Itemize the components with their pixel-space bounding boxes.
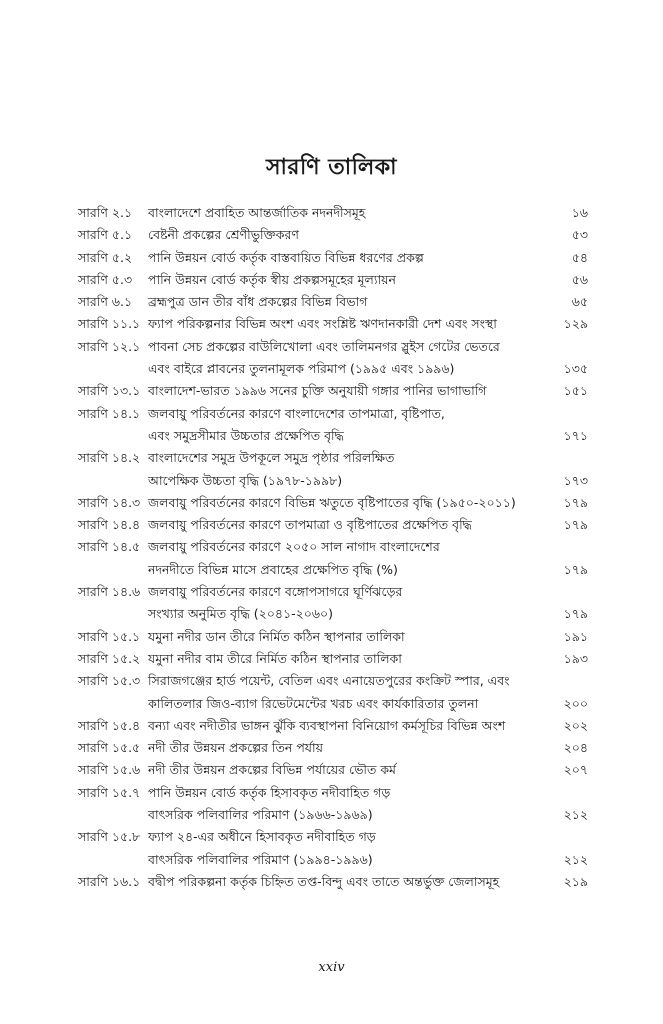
table-page-number: ১৩৫ xyxy=(563,361,588,377)
table-page-number: ৬৫ xyxy=(571,294,588,310)
table-label: সারণি ১৬.১ xyxy=(78,873,141,889)
toc-entry xyxy=(78,403,588,448)
table-title: বাংলাদেশের সমুদ্র উপকূলে সমুদ্র পৃষ্ঠার পরিলক্ষিত আপেক্ষিক উচ্চতা বৃদ্ধি (১৯৭৮-১৯৯৮) xyxy=(148,450,395,488)
toc-entry xyxy=(78,871,588,893)
toc-entry xyxy=(78,826,588,871)
table-title: বদ্বীপ পরিকল্পনা কর্তৃক চিহ্নিত তপ্ত-বিন্দু এবং তাতে অন্তর্ভুক্ত জেলাসমূহ xyxy=(148,873,500,889)
table-page-number: ২১২ xyxy=(563,851,588,867)
table-label: সারণি ১৫.৮ xyxy=(78,829,141,845)
table-label: সারণি ১৫.৫ xyxy=(78,740,141,756)
table-label: সারণি ১৪.৪ xyxy=(78,517,141,533)
table-page-number: ৫৬ xyxy=(571,271,588,287)
table-title: জলবায়ু পরিবর্তনের কারণে ২০৫০ সাল নাগাদ বাংলাদেশের নদনদীতে বিভিন্ন মাসে প্রবাহের প্রক্ষেপিত বৃদ্ধি (%) xyxy=(148,539,440,577)
table-page-number: ১৭৯ xyxy=(563,494,588,510)
table-title: জলবায়ু পরিবর্তনের কারণে তাপমাত্রা ও বৃষ্টিপাতের প্রক্ষেপিত বৃদ্ধি xyxy=(148,517,472,533)
toc-entry xyxy=(78,269,588,291)
table-page-number: ১২৯ xyxy=(563,316,588,332)
table-label: সারণি ৬.১ xyxy=(78,294,133,310)
toc-entry xyxy=(78,291,588,313)
toc-entry xyxy=(78,224,588,246)
table-label: সারণি ১৩.১ xyxy=(78,383,141,399)
table-page-number: ৫৪ xyxy=(571,249,588,265)
table-title: জলবায়ু পরিবর্তনের কারণে বঙ্গোপসাগরে ঘূর্ণিঝড়ের সংখ্যার অনুমিত বৃদ্ধি (২০৪১-২০৬০) xyxy=(148,584,403,622)
table-page-number: ১৫১ xyxy=(563,383,588,399)
table-page-number: ১৭৯ xyxy=(563,606,588,622)
table-title: ফ্যাপ ২৪-এর অধীনে হিসাবকৃত নদীবাহিত গড় বাৎসরিক পলিবালির পরিমাণ (১৯৯৪-১৯৯৬) xyxy=(148,829,376,867)
table-title: বন্যা এবং নদীতীর ভাঙ্গন ঝুঁকি ব্যবস্থাপনা বিনিয়োগ কর্মসূচির বিভিন্ন অংশ xyxy=(148,717,506,733)
table-label: সারণি ১৪.২ xyxy=(78,450,141,466)
table-page-number: ১৭৩ xyxy=(563,472,588,488)
page-number: xxiv xyxy=(318,960,345,975)
table-title: সিরাজগঞ্জের হার্ড পয়েন্ট, বেতিল এবং এনায়েতপুরের কংক্রিট স্পার, এবং কালিতলার জিও-ব্যাগ রিভেটমেন্টের খরচ এবং কার্যকারিতার তুলনা xyxy=(148,673,510,711)
table-title: যমুনা নদীর বাম তীরে নির্মিত কঠিন স্থাপনার তালিকা xyxy=(148,650,402,666)
table-title: নদী তীর উন্নয়ন প্রকল্পের তিন পর্যায় xyxy=(148,740,323,756)
table-label: সারণি ১৫.৭ xyxy=(78,784,141,800)
toc-entry xyxy=(78,737,588,759)
table-title: পানি উন্নয়ন বোর্ড কর্তৃক বাস্তবায়িত বিভিন্ন ধরণের প্রকল্প xyxy=(148,249,424,265)
table-title: ফ্যাপ পরিকল্পনার বিভিন্ন অংশ এবং সংশ্লিষ্ট ঋণদানকারী দেশ এবং সংস্থা xyxy=(148,316,497,332)
table-label: সারণি ১৪.৩ xyxy=(78,494,141,510)
toc-entry xyxy=(78,447,588,492)
table-label: সারণি ৫.৩ xyxy=(78,271,133,287)
table-page-number: ২০৭ xyxy=(563,762,588,778)
toc-entry xyxy=(78,782,588,827)
table-page-number: ২১২ xyxy=(563,807,588,823)
table-list xyxy=(78,202,588,893)
table-page-number: ১৭১ xyxy=(563,427,588,443)
table-label: সারণি ২.১ xyxy=(78,205,133,220)
table-title: ব্রহ্মপুত্র ডান তীর বাঁধ প্রকল্পের বিভিন্ন বিভাগ xyxy=(148,294,368,310)
table-label: সারণি ১৫.৬ xyxy=(78,762,141,778)
table-title: নদী তীর উন্নয়ন প্রকল্পের বিভিন্ন পর্যায়ের ভৌত কর্ম xyxy=(148,762,397,778)
table-label: সারণি ১৫.৩ xyxy=(78,673,141,689)
toc-entry xyxy=(78,492,588,514)
toc-entry xyxy=(78,247,588,269)
toc-entry xyxy=(78,536,588,581)
table-title: জলবায়ু পরিবর্তনের কারণে বিভিন্ন ঋতুতে বৃষ্টিপাতের বৃদ্ধি (১৯৫০-২০১১) xyxy=(148,494,516,510)
table-label: সারণি ১৪.১ xyxy=(78,405,141,421)
table-label: সারণি ১১.১ xyxy=(78,316,141,332)
table-title: যমুনা নদীর ডান তীরে নির্মিত কঠিন স্থাপনার তালিকা xyxy=(148,628,405,644)
table-label: সারণি ৫.২ xyxy=(78,249,133,265)
toc-entry xyxy=(78,313,588,335)
table-page-number: ২০৪ xyxy=(563,740,588,756)
toc-entry xyxy=(78,670,588,715)
toc-entry xyxy=(78,626,588,648)
table-label: সারণি ১৪.৫ xyxy=(78,539,141,555)
page-title: সারণি তালিকা xyxy=(265,155,398,180)
table-page-number: ৫৩ xyxy=(571,227,588,243)
table-label: সারণি ১৪.৬ xyxy=(78,584,141,600)
table-title: পানি উন্নয়ন বোর্ড কর্তৃক হিসাবকৃত নদীবাহিত গড় বাৎসরিক পলিবালির পরিমাণ (১৯৬৬-১৯৬৯) xyxy=(148,784,391,823)
table-title: বাংলাদেশে প্রবাহিত আন্তর্জাতিক নদনদীসমূহ xyxy=(148,205,366,220)
table-title: পাবনা সেচ প্রকল্পের বাউলিখোলা এবং তালিমনগর স্লুইস গেটের ভেতরে এবং বাইরে প্লাবনের তুলনামূলক পরিমাপ (১৯৯৫ এবং ১৯৯৬) xyxy=(148,338,500,377)
toc-entry xyxy=(78,581,588,626)
table-page-number: ২১৯ xyxy=(563,873,588,889)
table-title: বাংলাদেশ-ভারত ১৯৯৬ সনের চুক্তি অনুযায়ী গঙ্গার পানির ভাগাভাগি xyxy=(148,383,487,399)
table-title: জলবায়ু পরিবর্তনের কারণে বাংলাদেশের তাপমাত্রা, বৃষ্টিপাত, এবং সমুদ্রসীমার উচ্চতার প্রক্ষেপিত বৃদ্ধি xyxy=(148,405,445,443)
table-label: সারণি ১৫.১ xyxy=(78,628,141,644)
table-title: পানি উন্নয়ন বোর্ড কর্তৃক স্বীয় প্রকল্পসমূহের মূল্যায়ন xyxy=(148,271,396,287)
toc-entry xyxy=(78,202,588,224)
table-page-number: ১৯১ xyxy=(563,628,588,644)
table-page-number: ১৭৯ xyxy=(563,561,588,577)
table-title: বেষ্টনী প্রকল্পের শ্রেণীভুক্তিকরণ xyxy=(148,227,299,243)
toc-entry xyxy=(78,759,588,781)
toc-entry xyxy=(78,336,588,381)
toc-entry xyxy=(78,648,588,670)
toc-entry xyxy=(78,514,588,536)
table-page-number: ২০২ xyxy=(563,717,588,733)
table-page-number: ১৭৯ xyxy=(563,517,588,533)
toc-entry xyxy=(78,715,588,737)
table-label: সারণি ১৫.৪ xyxy=(78,717,141,733)
table-label: সারণি ১৫.২ xyxy=(78,650,141,666)
table-label: সারণি ১২.১ xyxy=(78,338,141,354)
toc-entry xyxy=(78,380,588,402)
table-page-number: ১৯৩ xyxy=(563,650,588,666)
table-label: সারণি ৫.১ xyxy=(78,227,133,243)
table-page-number: ১৬ xyxy=(571,205,588,220)
table-page-number: ২০০ xyxy=(563,695,588,711)
